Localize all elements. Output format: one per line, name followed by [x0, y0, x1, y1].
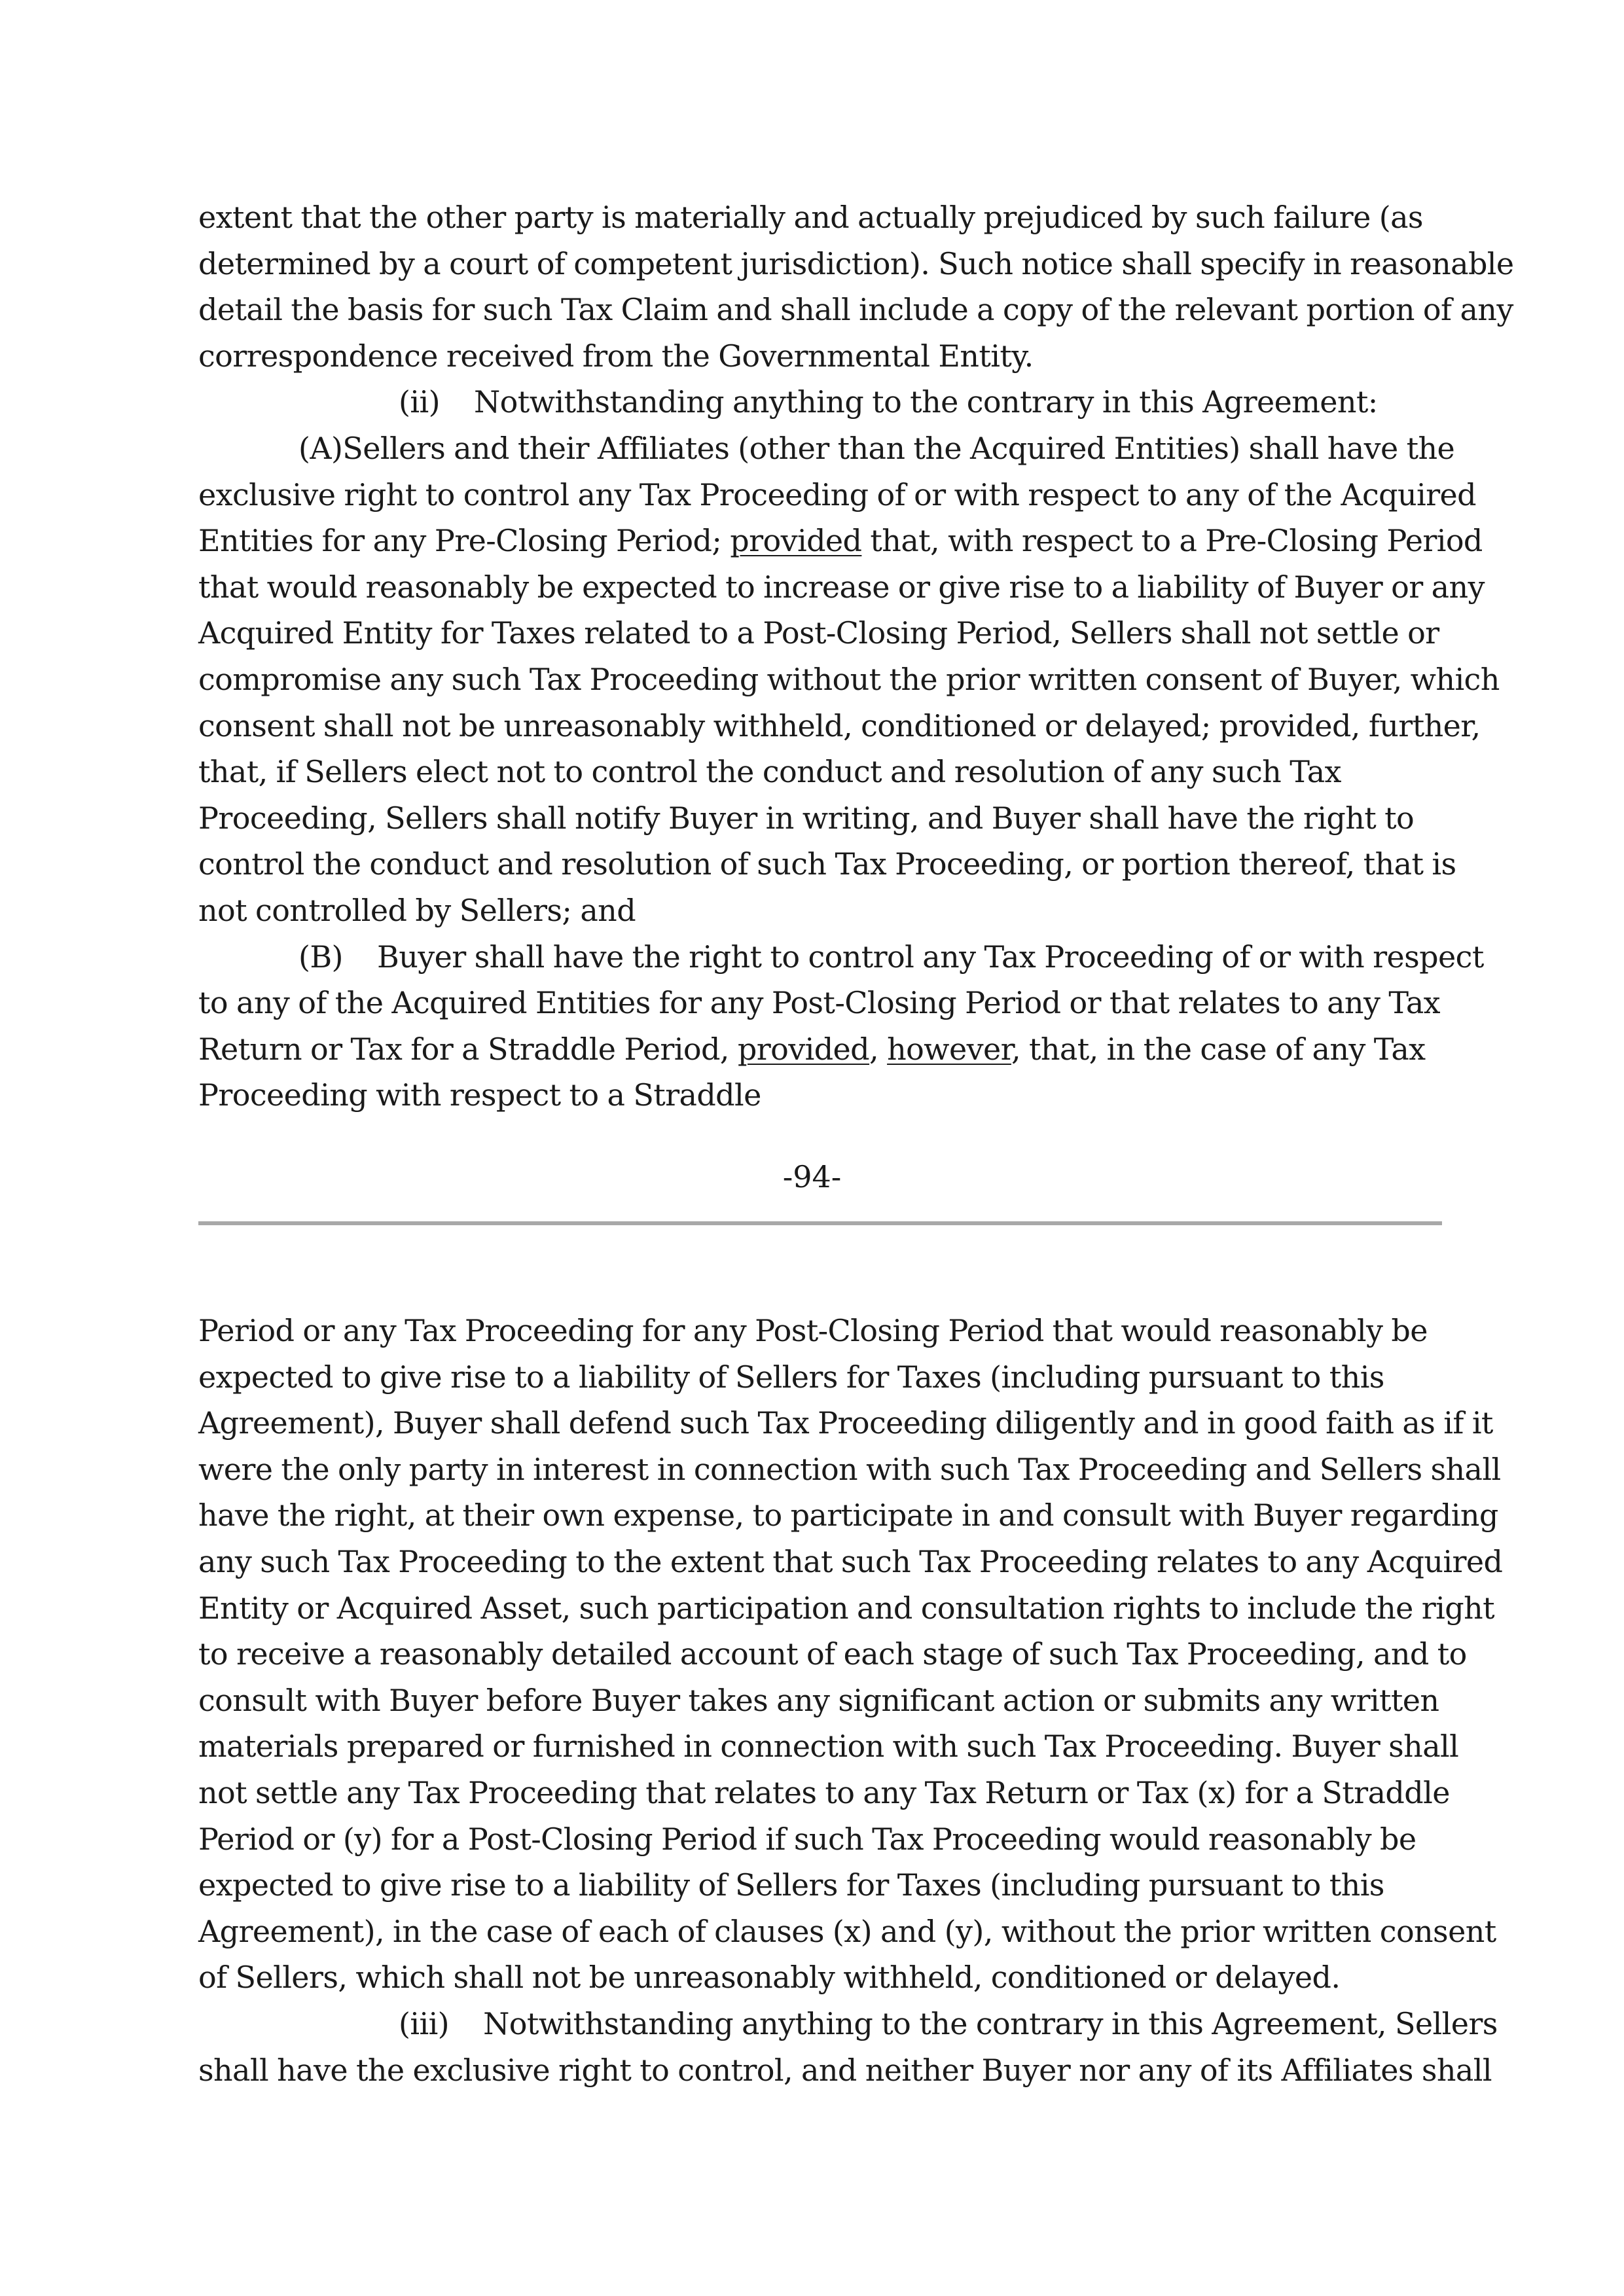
text-line: have the right, at their own expense, to participate in and consult with Buyer regarding	[198, 1498, 1498, 1534]
text-line: Agreement), Buyer shall defend such Tax Proceeding diligently and in good faith as if it	[198, 1405, 1493, 1441]
text-segment: , that, in the case of any Tax	[1011, 1031, 1426, 1067]
text-line: (A)Sellers and their Affiliates (other than the Acquired Entities) shall have the	[298, 430, 1455, 466]
text-line: Period or any Tax Proceeding for any Post-Closing Period that would reasonably be	[198, 1313, 1428, 1348]
underlined-term-provided: provided	[737, 1031, 870, 1067]
text-line: control the conduct and resolution of such Tax Proceeding, or portion thereof, that is	[198, 846, 1456, 882]
page-divider	[198, 1221, 1442, 1225]
text-line: not settle any Tax Proceeding that relates to any Tax Return or Tax (x) for a Straddle	[198, 1774, 1450, 1810]
text-line: determined by a court of competent jurisdiction). Such notice shall specify in reasonable	[198, 245, 1514, 281]
text-line	[198, 1026, 1442, 1073]
clause-B	[198, 934, 1484, 1119]
clause-ii	[198, 379, 1442, 425]
text-line: Agreement), in the case of each of clauses (x) and (y), without the prior written consent	[198, 1913, 1496, 1949]
clause-A	[198, 425, 1500, 934]
text-line: correspondence received from the Governmental Entity.	[198, 338, 1034, 374]
text-line: Period or (y) for a Post-Closing Period if such Tax Proceeding would reasonably be	[198, 1821, 1416, 1857]
text-line: Entity or Acquired Asset, such participation and consultation rights to include the right	[198, 1590, 1495, 1626]
text-line: (iii) Notwithstanding anything to the contrary in this Agreement, Sellers	[399, 2005, 1498, 2041]
clause-iii	[198, 2001, 1498, 2093]
text-line: not controlled by Sellers; and	[198, 892, 636, 928]
text-segment: ,	[869, 1031, 888, 1067]
underlined-term-provided: provided	[730, 523, 862, 559]
text-line: of Sellers, which shall not be unreasonably withheld, conditioned or delayed.	[198, 1960, 1341, 1996]
text-line: Proceeding with respect to a Straddle	[198, 1077, 761, 1113]
text-line: to receive a reasonably detailed account of each stage of such Tax Proceeding, and to	[198, 1636, 1467, 1672]
text-line: Acquired Entity for Taxes related to a Post-Closing Period, Sellers shall not settle or	[198, 615, 1439, 651]
text-line: materials prepared or furnished in connection with such Tax Proceeding. Buyer shall	[198, 1729, 1459, 1765]
text-line: (B) Buyer shall have the right to control any Tax Proceeding of or with respect	[298, 939, 1484, 975]
text-segment: Entities for any Pre-Closing Period;	[198, 523, 731, 559]
text-line: any such Tax Proceeding to the extent that such Tax Proceeding relates to any Acquired	[198, 1543, 1503, 1579]
text-line: Proceeding, Sellers shall notify Buyer in writing, and Buyer shall have the right to	[198, 800, 1415, 836]
text-line: that would reasonably be expected to increase or give rise to a liability of Buyer or any	[198, 569, 1485, 605]
text-segment: Return or Tax for a Straddle Period,	[198, 1031, 738, 1067]
text-line: to any of the Acquired Entities for any Post-Closing Period or that relates to any Tax	[198, 985, 1441, 1021]
text-line: that, if Sellers elect not to control the conduct and resolution of any such Tax	[198, 754, 1341, 790]
text-line: consent shall not be unreasonably withheld, conditioned or delayed; provided, further,	[198, 708, 1481, 744]
text-line: compromise any such Tax Proceeding without the prior written consent of Buyer, which	[198, 661, 1500, 697]
text-line: extent that the other party is materially and actually prejudiced by such failure (as	[198, 200, 1423, 235]
text-line: consult with Buyer before Buyer takes any significant action or submits any written	[198, 1682, 1439, 1718]
text-line: exclusive right to control any Tax Proceeding of or with respect to any of the Acquired	[198, 476, 1476, 512]
text-line: were the only party in interest in connection with such Tax Proceeding and Sellers shall	[198, 1451, 1501, 1487]
text-line: shall have the exclusive right to control, and neither Buyer nor any of its Affiliates shall	[198, 2052, 1492, 2088]
text-segment: that, with respect to a Pre-Closing Period	[861, 523, 1483, 559]
underlined-term-however: however	[887, 1031, 1011, 1067]
page-number: -94-	[782, 1159, 842, 1194]
clause-ii-text: (ii) Notwithstanding anything to the contrary in this Agreement:	[399, 384, 1378, 420]
notice-paragraph	[198, 194, 1514, 379]
straddle-paragraph	[198, 1308, 1503, 2001]
page-95-text	[198, 1308, 1503, 2093]
text-line: detail the basis for such Tax Claim and shall include a copy of the relevant portion of any	[198, 292, 1513, 328]
page-94-text	[198, 194, 1514, 1119]
text-line: expected to give rise to a liability of Sellers for Taxes (including pursuant to this	[198, 1867, 1384, 1903]
text-line	[198, 518, 1483, 564]
text-line: expected to give rise to a liability of Sellers for Taxes (including pursuant to this	[198, 1359, 1384, 1395]
